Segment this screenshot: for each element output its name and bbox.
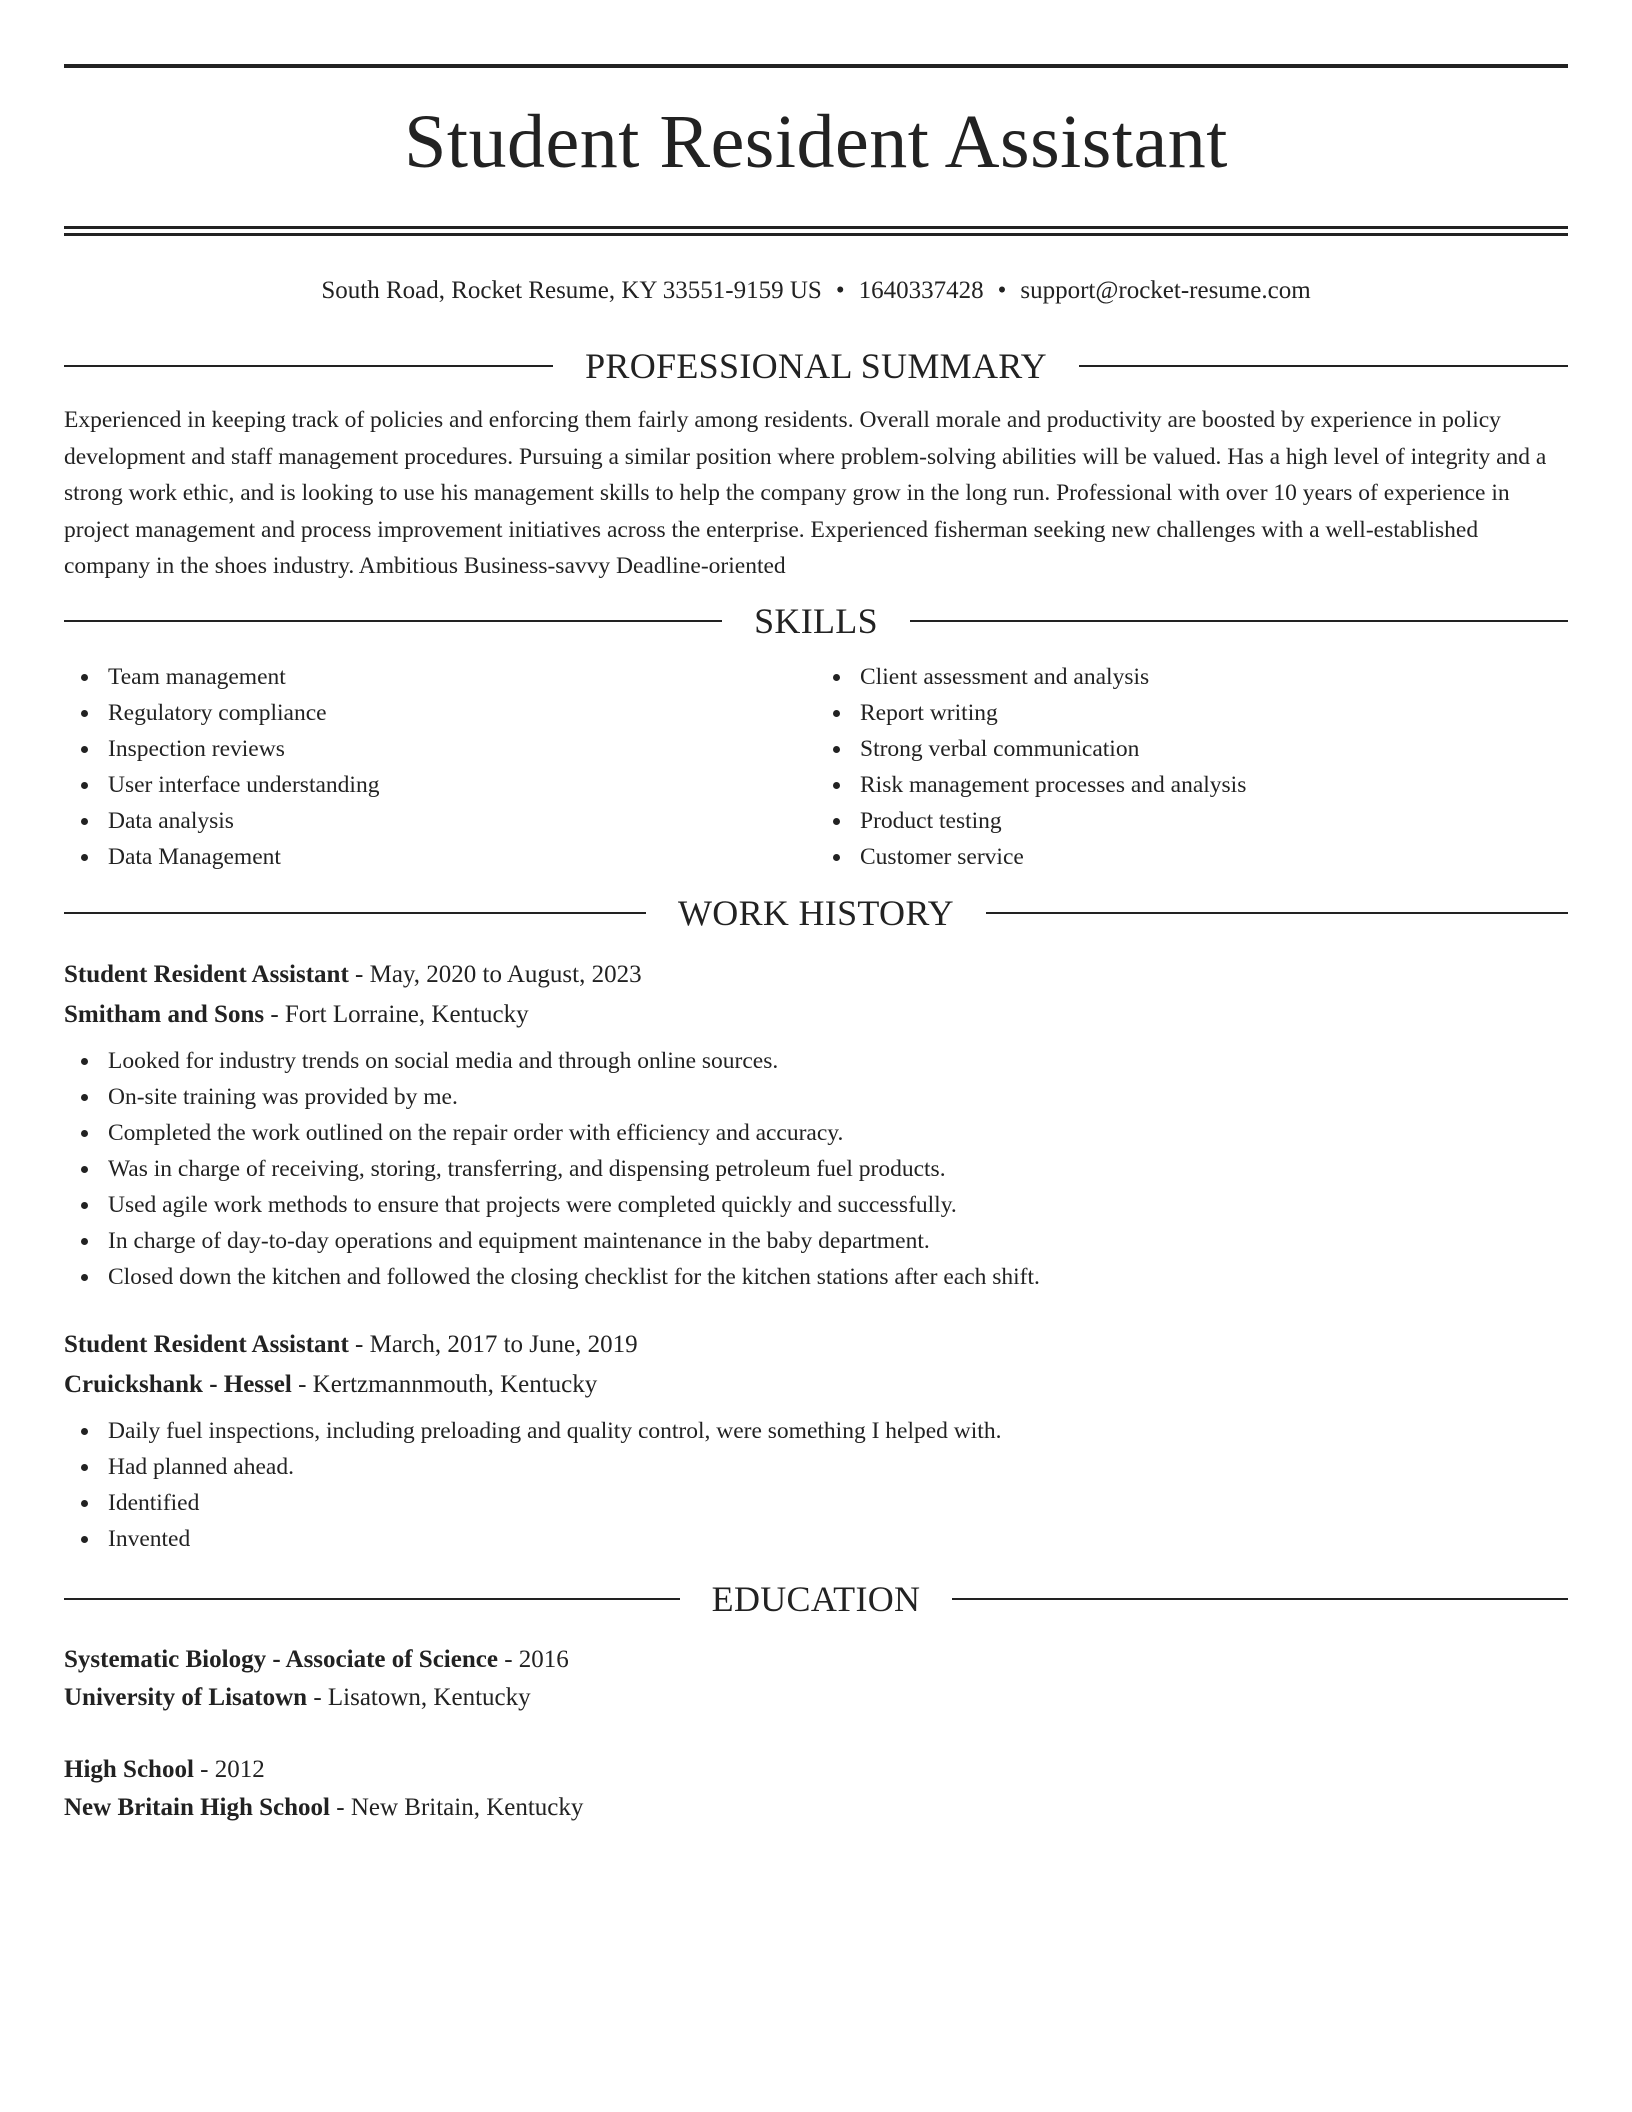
section-heading-summary [64,344,1568,388]
job-company-line [64,995,1568,1035]
section-title: PROFESSIONAL SUMMARY [585,346,1047,386]
education-entry [64,1641,1568,1717]
company-name: Smitham and Sons [64,1000,265,1028]
job-title-line [64,955,1568,995]
section-heading-work [64,891,1568,935]
job-title: Student Resident Assistant [64,960,349,988]
separator-dot: • [835,277,845,304]
section-heading-skills [64,599,1568,643]
email-link[interactable]: support@rocket-resume.com [1020,277,1311,304]
school-name: New Britain High School [64,1793,330,1821]
list-item: In charge of day-to-day operations and equipment maintenance in the baby department. [108,1223,1568,1259]
resume-title: Student Resident Assistant [404,100,1228,184]
list-item: Inspection reviews [108,731,816,767]
list-item: On-site training was provided by me. [108,1079,1568,1115]
company-name: Cruickshank - Hessel [64,1370,292,1398]
degree-year: - 2012 [193,1755,265,1783]
job-company-line [64,1365,1568,1405]
section-heading-education [64,1577,1568,1621]
section-title: WORK HISTORY [678,892,954,933]
skills-column-right [816,659,1568,875]
list-item: Was in charge of receiving, storing, transferring, and dispensing petroleum fuel products. [108,1151,1568,1187]
job-bullets [64,1413,1568,1557]
school-line [64,1789,1568,1827]
section-title: EDUCATION [711,1578,921,1619]
school-name: University of Lisatown [64,1683,308,1711]
list-item: Completed the work outlined on the repair order with efficiency and accuracy. [108,1115,1568,1151]
list-item: Strong verbal communication [860,731,1568,767]
heading-rule-right [910,620,1568,622]
list-item: Identified [108,1485,1568,1521]
heading-rule-left [64,620,722,622]
list-item: User interface understanding [108,767,816,803]
job-title-line [64,1325,1568,1365]
list-item: Customer service [860,839,1568,875]
job-entry [64,955,1568,1295]
degree: High School [64,1755,194,1783]
heading-rule-left [64,365,553,367]
list-item: Report writing [860,695,1568,731]
job-title: Student Resident Assistant [64,1330,349,1358]
company-location: - Kertzmannmouth, Kentucky [291,1370,598,1398]
list-item: Regulatory compliance [108,695,816,731]
education-entry [64,1751,1568,1827]
list-item: Data analysis [108,803,816,839]
heading-rule-right [1079,365,1568,367]
list-item: Product testing [860,803,1568,839]
list-item: Closed down the kitchen and followed the closing checklist for the kitchen stations after each shift. [108,1259,1568,1295]
heading-rule-left [64,1598,680,1600]
title-double-rule [64,226,1568,236]
separator-dot: • [997,277,1007,304]
phone: 1640337428 [858,277,984,304]
company-location: - Fort Lorraine, Kentucky [264,1000,529,1028]
skills-list [64,659,1568,875]
job-dates: - May, 2020 to August, 2023 [348,960,642,988]
degree: Systematic Biology - Associate of Science [64,1645,498,1673]
list-item: Data Management [108,839,816,875]
list-item: Looked for industry trends on social media and through online sources. [108,1043,1568,1079]
address: South Road, Rocket Resume, KY 33551-9159 US [321,277,822,304]
section-title: SKILLS [754,600,878,641]
list-item: Used agile work methods to ensure that projects were completed quickly and successfully. [108,1187,1568,1223]
list-item: Risk management processes and analysis [860,767,1568,803]
heading-rule-right [986,912,1568,914]
school-location: - Lisatown, Kentucky [307,1683,531,1711]
job-bullets [64,1043,1568,1295]
degree-year: - 2016 [497,1645,569,1673]
contact-info [64,274,1568,308]
job-dates: - March, 2017 to June, 2019 [348,1330,638,1358]
heading-rule-right [952,1598,1568,1600]
list-item: Daily fuel inspections, including preloading and quality control, were something I helped with. [108,1413,1568,1449]
school-line [64,1679,1568,1717]
resume-page [64,64,1568,1827]
skills-column-left [64,659,816,875]
degree-line [64,1641,1568,1679]
summary-text: Experienced in keeping track of policies and enforcing them fairly among residents. Overall morale and productivity are boosted by experience in policy development and staff management procedures. Pursuing a similar position where problem-solving abilities will be valued. Has a high level of integrity and a strong work ethic, and is looking to use his management skills to help the company grow in the long run. Professional with over 10 years of experience in project management and process improvement initiatives across the enterprise. Experienced fisherman seeking new challenges with a well-established company in the shoes industry. Ambitious Business-savvy Deadline-oriented [64,407,1547,579]
degree-line [64,1751,1568,1789]
school-location: - New Britain, Kentucky [330,1793,584,1821]
job-entry [64,1325,1568,1557]
list-item: Client assessment and analysis [860,659,1568,695]
list-item: Team management [108,659,816,695]
list-item: Invented [108,1521,1568,1557]
top-rule [64,64,1568,68]
list-item: Had planned ahead. [108,1449,1568,1485]
heading-rule-left [64,912,646,914]
